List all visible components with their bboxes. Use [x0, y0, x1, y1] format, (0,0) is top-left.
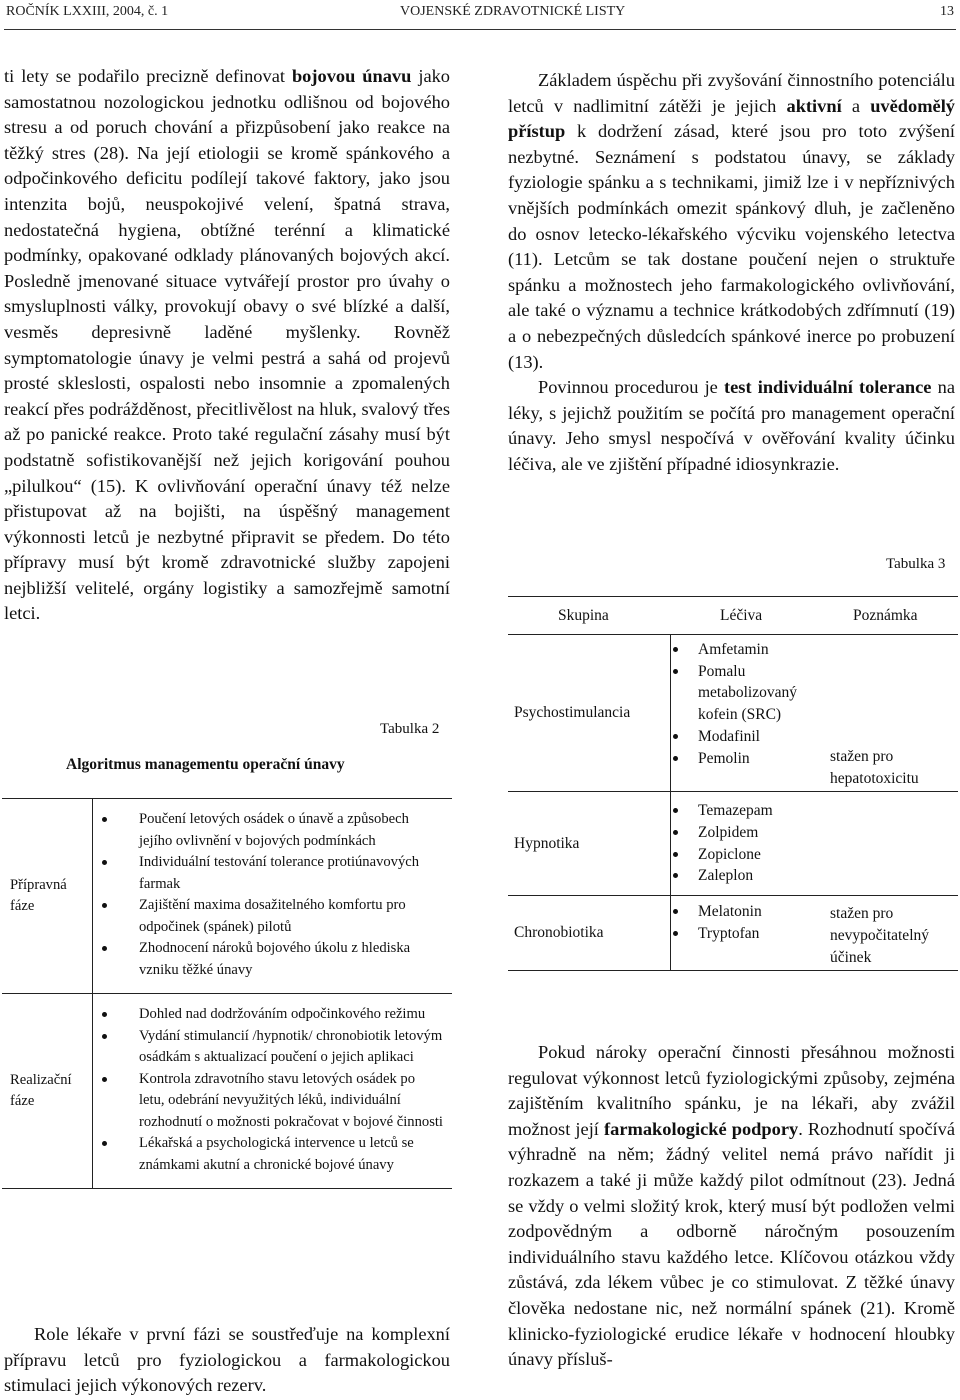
paragraph: Role lékaře v první fázi se soustřeďuje na komplexní přípravu letců pro fyziologickou a farmakologickou stimulaci jejich výkonových rezerv. [4, 1324, 450, 1396]
header-rule [4, 29, 956, 30]
table2-caption: Tabulka 2 [380, 721, 440, 737]
list-item: Pomalu metabolizovaný kofein (SRC) [698, 661, 823, 726]
column-divider [92, 799, 93, 993]
page-number: 13 [940, 4, 954, 19]
table3 [508, 596, 958, 971]
list-item: Individuální testování tolerance protiúnavových farmak [139, 852, 444, 895]
list-item: Kontrola zdravotního stavu letových osádek po letu, odebrání nevyužitých léků, individuální rozhodnutí o možnosti pokračovat v bojové činnosti [139, 1069, 444, 1134]
list-item: Zopiclone [698, 844, 823, 866]
text-run: Povinnou procedurou je [538, 377, 724, 398]
list-item: Vydání stimulancií /hypnotik/ chronobiotik letovým osádkám s aktualizací poučení o jejich aplikaci [139, 1026, 444, 1069]
table-row [2, 994, 452, 1189]
text-run: na léky, s jejichž použitím se počítá pro management operační únavy. Jeho smysl nespočívá v ověřování kvality účinku léčiva, ale ve zjištění případné idiosynkrazie. [508, 377, 955, 474]
left-column-text [4, 64, 450, 627]
group-label: Hypnotika [514, 834, 580, 852]
text-run: k dodržení zásad, které jsou pro toto zvýšení nezbytné. Seznámení s podstatou únavy, se základy fyziologie spánku a s technikami, jimiž lze i v nepříznivých vnějších podmínkách omezit spánkový dluh, je začleněno do osnov letecko-lékařského výcviku vojenského letectva (11). Letcům se tak dostane poučení nejen o struktuře spánku a možnostech jeho farmakologického ovlivňování, ale také o významu a technice krátkodobých zdřímnutí (19) a o nebezpečných důsledcích spánkové inerce po probuzení (13). [508, 121, 955, 372]
list-item: Lékařská a psychologická intervence u letců se známkami akutní a chronické bojové únavy [139, 1133, 444, 1176]
table-header-row [508, 596, 958, 635]
note-cell: stažen pro hepatotoxicitu [830, 747, 919, 787]
list-item: Zajištění maxima dosažitelného komfortu pro odpočinek (spánek) pilotů [139, 895, 444, 938]
text-run: Pokud nároky operační činnosti přesáhnou možnosti regulovat výkonnost letců fyziologickými způsoby, zejména zajištěním kvalitního spánku, je na lékaři, aby zvážil možnost její [508, 1042, 955, 1139]
table3-caption: Tabulka 3 [886, 556, 946, 572]
list-item: Zaleplon [698, 865, 823, 887]
column-header: Poznámka [853, 607, 918, 624]
table-row [508, 792, 958, 896]
table-row [508, 896, 958, 971]
paragraph [508, 375, 955, 477]
list-item: Zhodnocení nároků bojového úkolu z hlediska vzniku těžké únavy [139, 938, 444, 981]
list-item: Poučení letových osádek o únavě a způsobech jejího ovlivnění v bojových podmínkách [139, 809, 444, 852]
note-cell: stažen pro nevypočitatelný účinek [830, 905, 929, 966]
paragraph [4, 64, 450, 627]
list-item: Melatonin [698, 901, 823, 923]
list-item: Pemolin [698, 748, 823, 770]
table2 [2, 798, 452, 1189]
bold-term: aktivní [786, 95, 842, 116]
group-label: Chronobiotika [514, 924, 604, 942]
journal-title: VOJENSKÉ ZDRAVOTNICKÉ LISTY [400, 4, 626, 19]
text-run: Základem úspěchu při zvyšování činnostního potenciálu letců v nadlimitní zátěži je jejich [508, 70, 955, 116]
column-header: Léčiva [720, 607, 763, 624]
table-row [508, 635, 958, 792]
phase-label: Realizační fáze [10, 1071, 72, 1109]
bold-term: bojovou únavu [291, 66, 412, 86]
left-bottom-text [4, 1322, 450, 1399]
column-divider [670, 792, 671, 895]
text-run: jako samostatnou nozologickou jednotku odlišnou od bojového stresu a od poruch chování a přizpůsobení jako reakce na těžký stres (28). Na její etiologii se kromě spánkového a odpočinkového deficitu podílejí takové faktory, jako jsou intenzita bojů, neuspokojivé velení, špatná strava, nedostatečná hygiena, obtížné terénní a klimatické podmínky, opakované odklady plánovaných bojových akcí. Posledně jmenované situace vytvářejí prostor pro úvahy o smysluplnosti války, provokují obavy o své blízké a další, vesměs depresivně laděné myšlenky. Rovněž symptomatologie únavy je velmi pestrá a sahá od projevů prosté skleslosti, ospalosti nebo insomnie a zpomalených reakcí přes podrážděnost, přecitlivělost na hluk, svalový třes až po panické reakce. Proto také regulační zásahy musí být podstatně sofistikovanější než jejich korigování pouhou „pilulkou“ (15). K ovlivňování operační únavy též nelze přistupovat až na bojišti, na úspěšný management výkonnosti letců je nezbytné připravit se předem. Do této přípravy musí být kromě zdravotnické služby zapojeni nejbližší velitelé, orgány logistiky a samozřejmě samotní letci. [4, 66, 450, 624]
list-item: Dohled nad dodržováním odpočinkového režimu [139, 1004, 444, 1026]
bold-term: uvědomělý přístup [508, 95, 955, 142]
list-item: Zolpidem [698, 822, 823, 844]
running-header [6, 4, 954, 28]
column-divider [670, 635, 671, 791]
column-divider [92, 994, 93, 1188]
column-header: Skupina [558, 607, 609, 624]
bold-term: farmakologické podpory [604, 1118, 799, 1139]
text-run: ti lety se podařilo precizně definovat [4, 66, 292, 86]
paragraph [508, 68, 955, 375]
right-bottom-text [508, 1040, 955, 1373]
paragraph [508, 1040, 955, 1373]
table2-title: Algoritmus managementu operační únavy [66, 756, 345, 773]
phase-label: Přípravná fáze [10, 876, 67, 914]
bold-term: test individuální tolerance [724, 377, 932, 398]
group-label: Psychostimulancia [514, 704, 631, 722]
table-row [2, 798, 452, 994]
list-item: Amfetamin [698, 639, 823, 661]
text-run: a [841, 95, 871, 116]
text-run: . Rozhodnutí spočívá výhradně na něm; žádný velitel nemá právo nařídit ji rozkazem a také ji může každý pilot odmítnout (23). Jedná se vždy o velmi složitý krok, který musí být podložen velmi zodpovědným a odborně náročným posouzením individuálního stavu každého letce. Klíčovou otázkou vždy zůstává, zda lékem vůbec je co stimulovat. Z těžké únavy člověka nedostane nic, než normální spánek (21). Kromě klinicko-fyziologické erudice lékaře v hodnocení hloubky únavy přísluš- [508, 1118, 956, 1370]
list-item: Modafinil [698, 726, 823, 748]
volume-info: ROČNÍK LXXIII, 2004, č. 1 [6, 4, 169, 19]
list-item: Tryptofan [698, 923, 823, 945]
list-item: Temazepam [698, 800, 823, 822]
column-divider [670, 896, 671, 970]
right-column-text [508, 68, 955, 478]
